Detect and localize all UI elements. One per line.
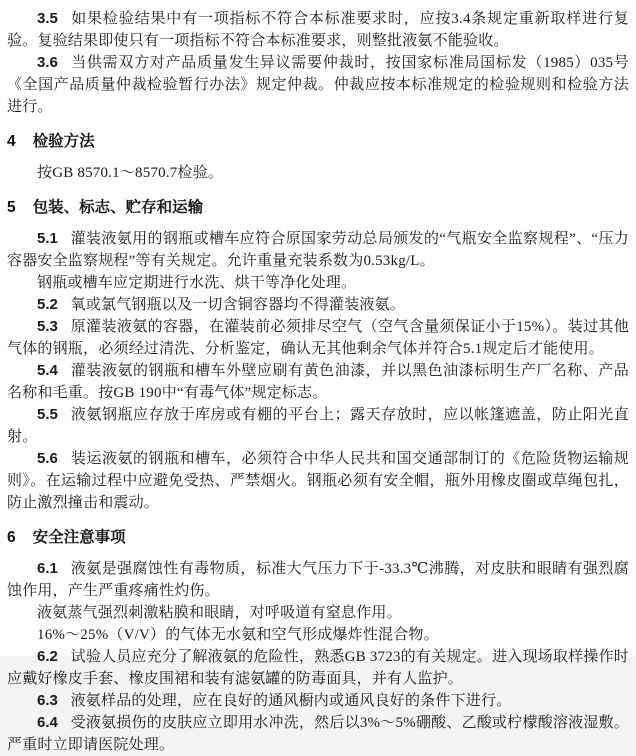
paragraph-test-method bbox=[7, 162, 629, 184]
clause-number: 6.2 bbox=[37, 648, 58, 665]
clause-5-1 bbox=[7, 228, 629, 272]
clause-5-5 bbox=[7, 404, 629, 448]
section-heading-4 bbox=[7, 131, 629, 153]
clause-5-3 bbox=[7, 316, 629, 360]
clause-number: 6.1 bbox=[37, 560, 58, 577]
clause-number: 6.3 bbox=[37, 692, 58, 709]
section-number: 5 bbox=[7, 199, 16, 216]
section-heading-6 bbox=[7, 527, 629, 549]
paragraph-vapor-hazard bbox=[7, 602, 629, 624]
paragraph-text: 钢瓶或槽车应定期进行水洗、烘干等净化处理。 bbox=[37, 275, 357, 291]
clause-text: 灌装液氨用的钢瓶或槽车应符合原国家劳动总局颁发的“气瓶安全监察规程”、“压力容器安全监察规程”等有关规定。允许重量充装系数为0.53kg/L。 bbox=[7, 231, 629, 269]
clause-text: 如果检验结果中有一项指标不符合本标准要求时，应按3.4条规定重新取样进行复验。复验结果即使只有一项指标不符合本标准要求，则整批液氨不能验收。 bbox=[7, 11, 629, 49]
clause-number: 5.2 bbox=[37, 296, 58, 313]
clause-number: 5.4 bbox=[37, 362, 58, 379]
clause-text: 液氨样品的处理，应在良好的通风橱内或通风良好的条件下进行。 bbox=[70, 693, 512, 709]
clause-5-2 bbox=[7, 294, 629, 316]
clause-text: 液氨是强腐蚀性有毒物质，标准大气压力下于-33.3℃沸腾，对皮肤和眼睛有强烈腐蚀作用，产生严重疼痛性灼伤。 bbox=[7, 561, 629, 599]
clause-6-3 bbox=[7, 690, 629, 712]
clause-text: 氧或氯气钢瓶以及一切含铜容器均不得灌装液氨。 bbox=[70, 297, 406, 313]
paragraph-text: 16%～25%（V/V）的气体无水氨和空气形成爆炸性混合物。 bbox=[37, 627, 439, 643]
clause-6-4 bbox=[7, 712, 629, 756]
clause-5-6 bbox=[7, 448, 629, 514]
clause-text: 原灌装液氨的容器，在灌装前必须排尽空气（空气含量须保证小于15%）。装过其他气体的钢瓶，必须经过清洗、分析鉴定，确认无其他剩余气体并符合5.1规定后才能使用。 bbox=[7, 319, 629, 357]
paragraph-cylinder-cleaning bbox=[7, 272, 629, 294]
clause-text: 灌装液氨的钢瓶和槽车外壁应刷有黄色油漆，并以黑色油漆标明生产厂名称、产品名称和毛重。按GB 190中“有毒气体”规定标志。 bbox=[7, 363, 629, 401]
clause-text: 装运液氨的钢瓶和槽车，必须符合中华人民共和国交通部制订的《危险货物运输规则》。在运输过程中应避免受热、严禁烟火。钢瓶必须有安全帽，瓶外用橡皮圈或草绳包扎，防止激烈撞击和震动。 bbox=[7, 451, 629, 511]
clause-6-1 bbox=[7, 558, 629, 602]
section-title: 安全注意事项 bbox=[32, 529, 126, 546]
clause-5-4 bbox=[7, 360, 629, 404]
clause-3-6 bbox=[7, 52, 629, 118]
clause-text: 当供需双方对产品质量发生异议需要仲裁时，按国家标准局国标发（1985）035号《全国产品质量仲裁检验暂行办法》规定仲裁。仲裁应按本标准规定的检验规则和检验方法进行。 bbox=[7, 55, 629, 115]
paragraph-explosive-mixture bbox=[7, 624, 629, 646]
section-title: 检验方法 bbox=[32, 133, 95, 150]
section-number: 6 bbox=[7, 529, 16, 546]
section-number: 4 bbox=[7, 133, 16, 150]
clause-number: 3.5 bbox=[37, 10, 58, 27]
clause-number: 6.4 bbox=[37, 714, 58, 731]
clause-3-5 bbox=[7, 8, 629, 52]
clause-text: 受液氨损伤的皮肤应立即用水冲洗，然后以3%～5%硼酸、乙酸或柠檬酸溶液湿敷。严重时立即请医院处理。 bbox=[7, 715, 629, 753]
clause-number: 5.3 bbox=[37, 318, 58, 335]
clause-number: 3.6 bbox=[37, 54, 58, 71]
paragraph-text: 按GB 8570.1～8570.7检验。 bbox=[37, 165, 224, 181]
section-title: 包装、标志、贮存和运输 bbox=[32, 199, 204, 216]
clause-number: 5.1 bbox=[37, 230, 58, 247]
clause-6-2 bbox=[7, 646, 629, 690]
paragraph-text: 液氨蒸气强烈刺激粘膜和眼睛，对呼吸道有窒息作用。 bbox=[37, 605, 402, 621]
clause-text: 试验人员应充分了解液氨的危险性，熟悉GB 3723的有关规定。进入现场取样操作时应戴好橡皮手套、橡皮围裙和装有滤氨罐的防毒面具，并有人监护。 bbox=[7, 649, 629, 687]
section-heading-5 bbox=[7, 197, 629, 219]
clause-number: 5.5 bbox=[37, 406, 58, 423]
clause-number: 5.6 bbox=[37, 450, 58, 467]
clause-text: 液氨钢瓶应存放于库房或有棚的平台上；露天存放时，应以帐篷遮盖，防止阳光直射。 bbox=[7, 407, 629, 445]
